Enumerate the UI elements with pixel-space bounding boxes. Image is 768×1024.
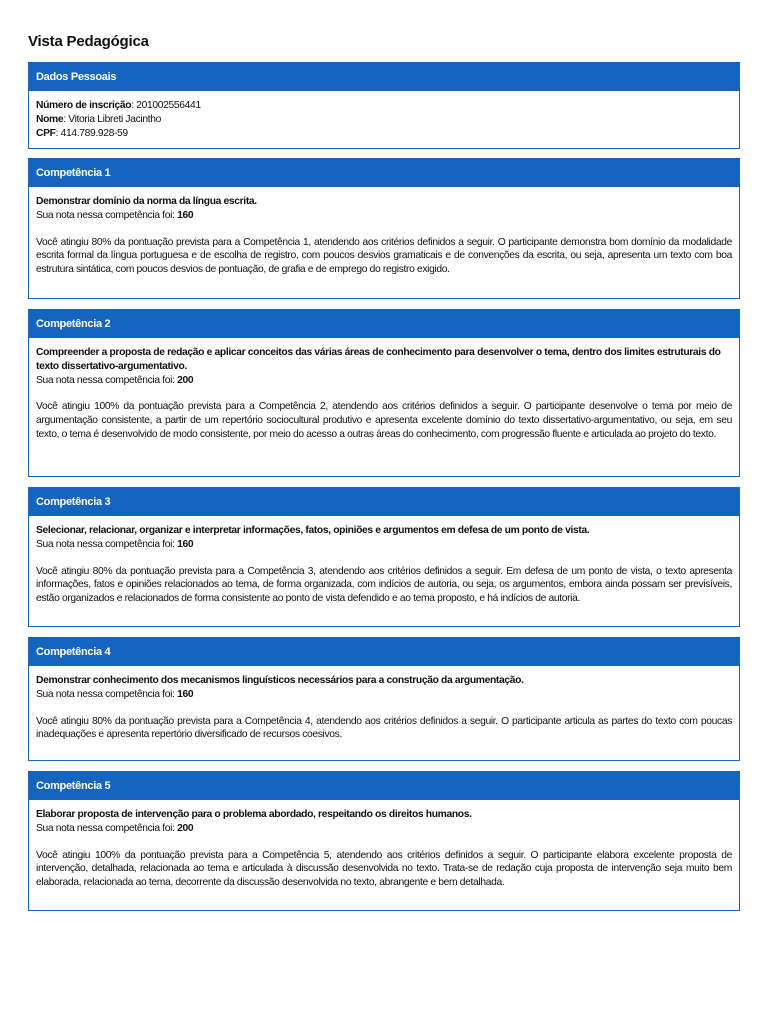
competencia-description: Você atingiu 80% da pontuação prevista para a Competência 4, atendendo aos critérios definidos a seguir. O participante articula as partes do texto com poucas inadequações e apresenta repertório diversificado de recursos coesivos. bbox=[36, 715, 732, 741]
competencia-section bbox=[28, 637, 740, 761]
competencia-title: Compreender a proposta de redação e aplicar conceitos das várias áreas de conhecimento para desenvolver o tema, dentro dos limites estruturais do texto dissertativo-argumentativo. bbox=[36, 347, 721, 372]
section-header: Competência 2 bbox=[29, 310, 739, 338]
section-body bbox=[29, 516, 739, 606]
section-header: Competência 3 bbox=[29, 488, 739, 516]
competencia-title: Selecionar, relacionar, organizar e interpretar informações, fatos, opiniões e argumentos em defesa de um ponto de vista. bbox=[36, 525, 590, 536]
inscricao-label: Número de inscrição bbox=[36, 100, 132, 111]
competencia-title: Demonstrar domínio da norma da língua escrita. bbox=[36, 196, 257, 207]
score-value: 200 bbox=[177, 822, 194, 834]
score-value: 200 bbox=[177, 374, 194, 386]
section-body bbox=[29, 187, 739, 277]
competencia-section bbox=[28, 487, 740, 627]
inscricao-line bbox=[36, 99, 732, 113]
score-line bbox=[36, 374, 732, 388]
score-line bbox=[36, 209, 732, 223]
section-header: Competência 5 bbox=[29, 772, 739, 800]
section-body bbox=[29, 666, 739, 742]
score-value: 160 bbox=[177, 538, 194, 550]
score-line bbox=[36, 688, 732, 702]
score-line bbox=[36, 822, 732, 836]
score-label: Sua nota nessa competência foi: bbox=[36, 374, 178, 386]
section-header: Dados Pessoais bbox=[29, 63, 739, 91]
competencia-section bbox=[28, 158, 740, 299]
competencia-section bbox=[28, 309, 740, 477]
competencia-section bbox=[28, 771, 740, 911]
cpf-line bbox=[36, 127, 732, 141]
section-body bbox=[29, 338, 739, 442]
score-label: Sua nota nessa competência foi: bbox=[36, 688, 178, 700]
competencia-description: Você atingiu 100% da pontuação prevista para a Competência 2, atendendo aos critérios definidos a seguir. O participante desenvolve o tema por meio de argumentação consistente, a partir de um repertório sociocultural produtivo e apresenta excelente domínio do texto dissertativo-argumentativo, ou seja, em seu texto, o tema é desenvolvido de modo consistente, por meio do acesso a outras áreas do conhecimento, com progressão fluente e articulada ao projeto do texto. bbox=[36, 401, 732, 440]
competencia-title: Elaborar proposta de intervenção para o problema abordado, respeitando os direitos humanos. bbox=[36, 809, 472, 820]
competencia-description: Você atingiu 80% da pontuação prevista para a Competência 1, atendendo aos critérios definidos a seguir. O participante demonstra bom domínio da modalidade escrita formal da língua portuguesa e de escolha de registro, com poucos desvios gramaticais e de convenções da escrita, ou seja, apresenta um texto com boa estrutura sintática, com poucos desvios de pontuação, de grafia e de emprego do registro exigido. bbox=[36, 236, 732, 276]
competencia-title: Demonstrar conhecimento dos mecanismos linguísticos necessários para a construção da argumentação. bbox=[36, 675, 524, 686]
inscricao-value: : 201002556441 bbox=[131, 100, 201, 111]
competencia-description: Você atingiu 100% da pontuação prevista para a Competência 5, atendendo aos critérios definidos a seguir. O participante elabora excelente proposta de intervenção, detalhada, relacionada ao tema e articulada à discussão desenvolvida no texto. Trata-se de redação cuja proposta de intervenção seja muito bem elaborada, relacionada ao tema, decorrente da discussão desenvolvida no texto, abrangente e bem detalhada. bbox=[36, 849, 732, 889]
section-header: Competência 4 bbox=[29, 638, 739, 666]
cpf-value: : 414.789.928-59 bbox=[55, 127, 128, 139]
score-value: 160 bbox=[177, 688, 194, 700]
section-body bbox=[29, 800, 739, 890]
competencia-description: Você atingiu 80% da pontuação prevista para a Competência 3, atendendo aos critérios definidos a seguir. Em defesa de um ponto de vista, o texto apresenta informações, fatos e opiniões relacionados ao tema, de forma organizada, com indícios de autoria, ou seja, os argumentos, embora ainda possam ser previsíveis, estão organizados e relacionados de forma consistente ao ponto de vista defendido e ao tema proposto, e há indícios de autoria. bbox=[36, 565, 732, 605]
section-body bbox=[29, 91, 739, 140]
nome-line bbox=[36, 113, 732, 127]
score-label: Sua nota nessa competência foi: bbox=[36, 822, 178, 834]
nome-label: Nome bbox=[36, 113, 64, 125]
page-title: Vista Pedagógica bbox=[28, 33, 149, 50]
score-label: Sua nota nessa competência foi: bbox=[36, 538, 178, 550]
cpf-label: CPF bbox=[36, 127, 56, 139]
personal-data-section bbox=[28, 62, 740, 149]
score-line bbox=[36, 538, 732, 552]
section-header: Competência 1 bbox=[29, 159, 739, 187]
score-value: 160 bbox=[177, 209, 194, 221]
score-label: Sua nota nessa competência foi: bbox=[36, 209, 178, 221]
nome-value: : Vitoria Libreti Jacintho bbox=[63, 113, 161, 125]
